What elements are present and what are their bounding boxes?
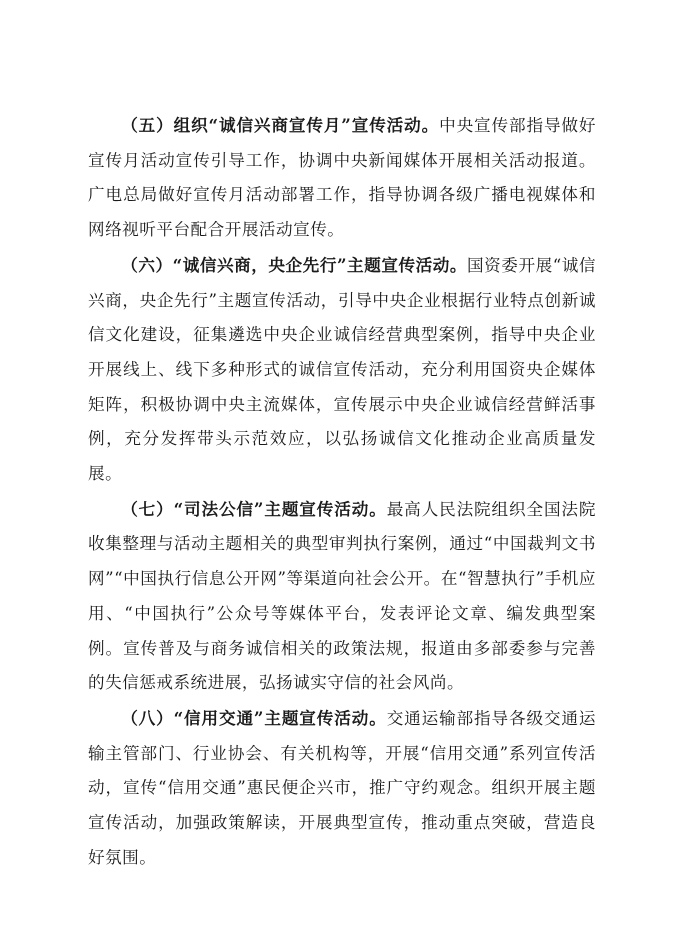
document-body xyxy=(88,108,596,875)
paragraph-5-heading: （五）组织“诚信兴商宣传月”宣传活动。 xyxy=(121,115,440,135)
paragraph-6-heading: （六）“诚信兴商，央企先行”主题宣传活动。 xyxy=(121,254,468,275)
paragraph-8-body: 交通运输部指导各级交通运输主管部门、行业协会、有关机构等，开展“信用交通”系列宣传活动，宣传“信用交通”惠民便企兴市，推广守约观念。组织开展主题宣传活动，加强政策解读，开展典型宣传，推动重点突破，营造良好氛围。 xyxy=(88,708,597,867)
paragraph-8 xyxy=(88,701,596,876)
paragraph-7-heading: （七）“司法公信”主题宣传活动。 xyxy=(121,498,387,519)
paragraph-5 xyxy=(88,108,596,248)
paragraph-6 xyxy=(88,248,596,492)
paragraph-7 xyxy=(88,492,596,701)
paragraph-7-body: 最高人民法院组织全国法院收集整理与活动主题相关的典型审判执行案例，通过“中国裁判文书网”“中国执行信息公开网”等渠道向社会公开。在“智慧执行”手机应用、“中国执行”公众号等媒体平台，发表评论文章、编发典型案例。宣传普及与商务诚信相关的政策法规，报道由多部委参与完善的失信惩戒系统进展，弘扬诚实守信的社会风尚。 xyxy=(88,499,597,693)
paragraph-6-body: 国资委开展“诚信兴商，央企先行”主题宣传活动，引导中央企业根据行业特点创新诚信文化建设，征集遴选中央企业诚信经营典型案例，指导中央企业开展线上、线下多种形式的诚信宣传活动，充分利用国资央企媒体矩阵，积极协调中央主流媒体，宣传展示中央企业诚信经营鲜活事例，充分发挥带头示范效应，以弘扬诚信文化推动企业高质量发展。 xyxy=(88,255,596,484)
paragraph-8-heading: （八）“信用交通”主题宣传活动。 xyxy=(121,707,387,728)
paragraph-5-body: 中央宣传部指导做好宣传月活动宣传引导工作，协调中央新闻媒体开展相关活动报道。广电总局做好宣传月活动部署工作，指导协调各级广播电视媒体和网络视听平台配合开展活动宣传。 xyxy=(88,116,596,240)
